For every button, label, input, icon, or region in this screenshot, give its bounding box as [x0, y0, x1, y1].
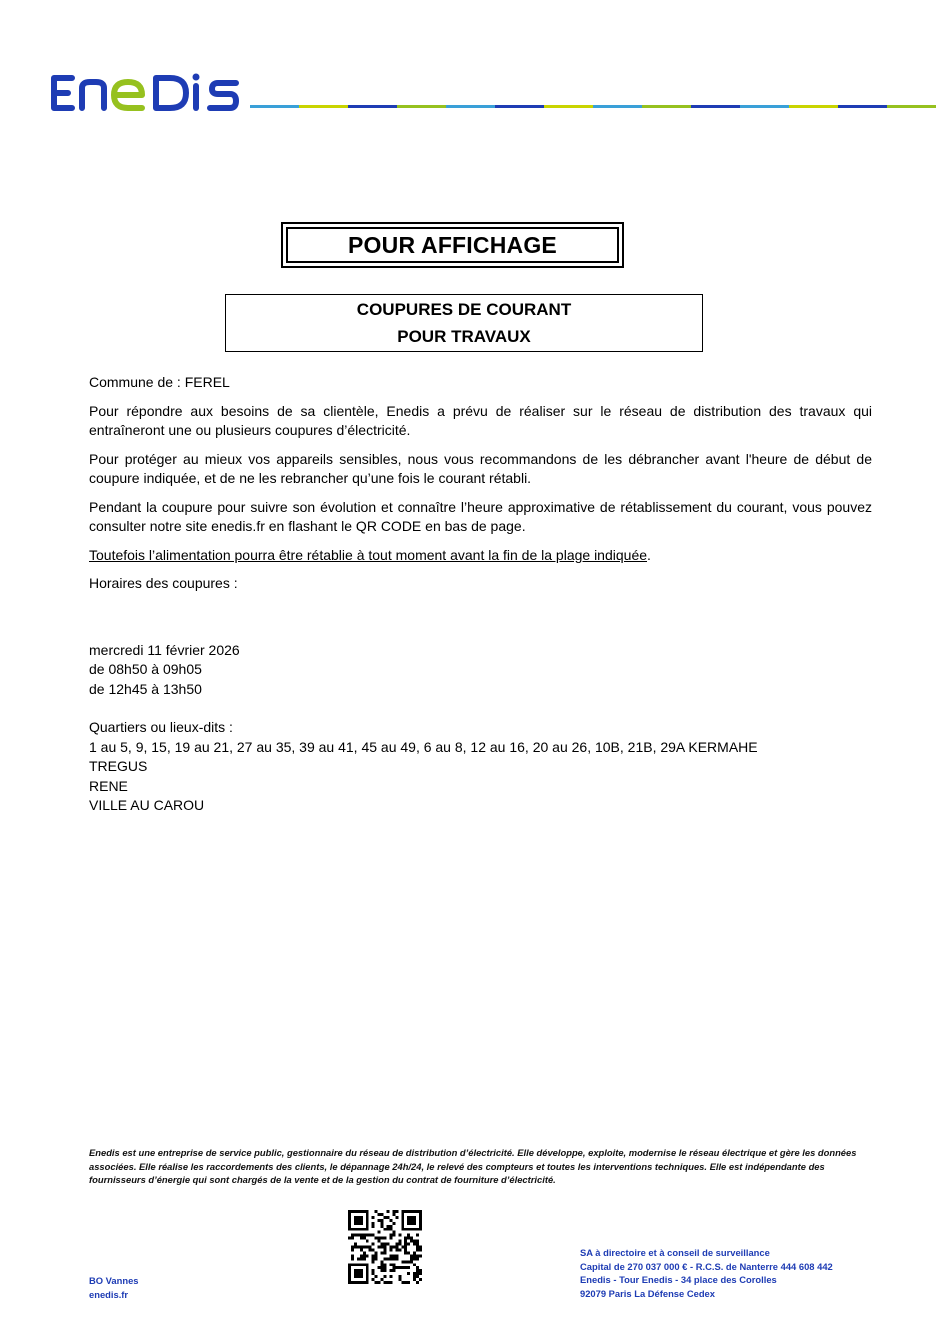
- stripe-segment: [838, 105, 887, 108]
- office-name: BO Vannes: [89, 1275, 139, 1286]
- notice-box: [281, 222, 624, 268]
- footer-legal: [580, 1246, 833, 1300]
- legal-line: 92079 Paris La Défense Cedex: [580, 1287, 715, 1299]
- locations-label: Quartiers ou lieux-dits :: [89, 719, 233, 735]
- legal-line: SA à directoire et à conseil de surveillance: [580, 1247, 770, 1258]
- paragraph-website: Pendant la coupure pour suivre son évolution et connaître l’heure approximative de rétablissement du courant, vous pouvez consulter notre site enedis.fr en flashant le QR CODE en bas de page.: [89, 498, 872, 534]
- stripe-segment: [789, 105, 838, 108]
- paragraph-works: Pour répondre aux besoins de sa clientèle, Enedis a prévu de réaliser sur le réseau de distribution des travaux qui entraîneront une ou plusieurs coupures d’électricité.: [89, 402, 872, 438]
- stripe-segment: [887, 105, 936, 108]
- location-item: TREGUS: [89, 758, 148, 774]
- stripe-segment: [397, 105, 446, 108]
- paragraph-devices: Pour protéger au mieux vos appareils sensibles, nous vous recommandons de les débrancher avant l'heure de début de coupure indiquée, et de ne les rebrancher qu’une fois le courant rétabli.: [89, 450, 872, 486]
- stripe-segment: [446, 105, 495, 108]
- stripe-segment: [544, 105, 593, 108]
- title-box: [225, 294, 703, 352]
- locations-block: [89, 718, 872, 816]
- notice-content: [89, 373, 872, 816]
- schedule-block: [89, 641, 872, 700]
- stripe-segment: [691, 105, 740, 108]
- stripe-segment: [348, 105, 397, 108]
- schedule-slot: de 12h45 à 13h50: [89, 680, 202, 697]
- warning-line: [89, 546, 872, 566]
- enedis-logo: [46, 64, 246, 114]
- title-line-1: COUPURES DE COURANT: [356, 300, 572, 319]
- footer-disclaimer: Enedis est une entreprise de service public, gestionnaire du réseau de distribution d’électricité. Elle développe, exploite, modernise le réseau électrique et gère les données associées. Elle réalise les raccordements des clients, le dépannage 24h/24, le relevé des compteurs et toutes les interventions techniques. Elle est indépendante des fournisseurs d’énergie qui sont chargés de la vente et de la gestion du contrat de fourniture d’électricité.: [89, 1147, 857, 1185]
- commune: Commune de : FEREL: [89, 374, 230, 390]
- legal-line: Enedis - Tour Enedis - 34 place des Corolles: [580, 1274, 777, 1285]
- stripe-segment: [642, 105, 691, 108]
- warning-text: Toutefois l’alimentation pourra être rétablie à tout moment avant la fin de la plage indiquée: [89, 546, 648, 563]
- footer-left: [89, 1274, 139, 1301]
- schedule-slot: de 08h50 à 09h05: [89, 661, 202, 677]
- warning-period: .: [647, 546, 651, 563]
- stripe-segment: [495, 105, 544, 108]
- legal-line: Capital de 270 037 000 € - R.C.S. de Nanterre 444 608 442: [580, 1260, 833, 1272]
- schedule-label: Horaires des coupures :: [89, 575, 238, 591]
- location-item: RENE: [89, 777, 128, 794]
- title-line-2: POUR TRAVAUX: [397, 327, 531, 346]
- stripe-segment: [740, 105, 789, 108]
- brand-stripe: [250, 105, 936, 108]
- stripe-segment: [299, 105, 348, 108]
- notice-title: POUR AFFICHAGE: [286, 227, 619, 263]
- stripe-segment: [250, 105, 299, 108]
- schedule-date: mercredi 11 février 2026: [89, 641, 240, 658]
- location-item: VILLE AU CAROU: [89, 797, 205, 813]
- qr-code-icon[interactable]: [348, 1210, 422, 1284]
- website-link[interactable]: enedis.fr: [89, 1288, 129, 1300]
- stripe-segment: [593, 105, 642, 108]
- location-item: 1 au 5, 9, 15, 19 au 21, 27 au 35, 39 au 41, 45 au 49, 6 au 8, 12 au 16, 20 au 26, 10B, 21B, 29A KERMAHE: [89, 738, 758, 755]
